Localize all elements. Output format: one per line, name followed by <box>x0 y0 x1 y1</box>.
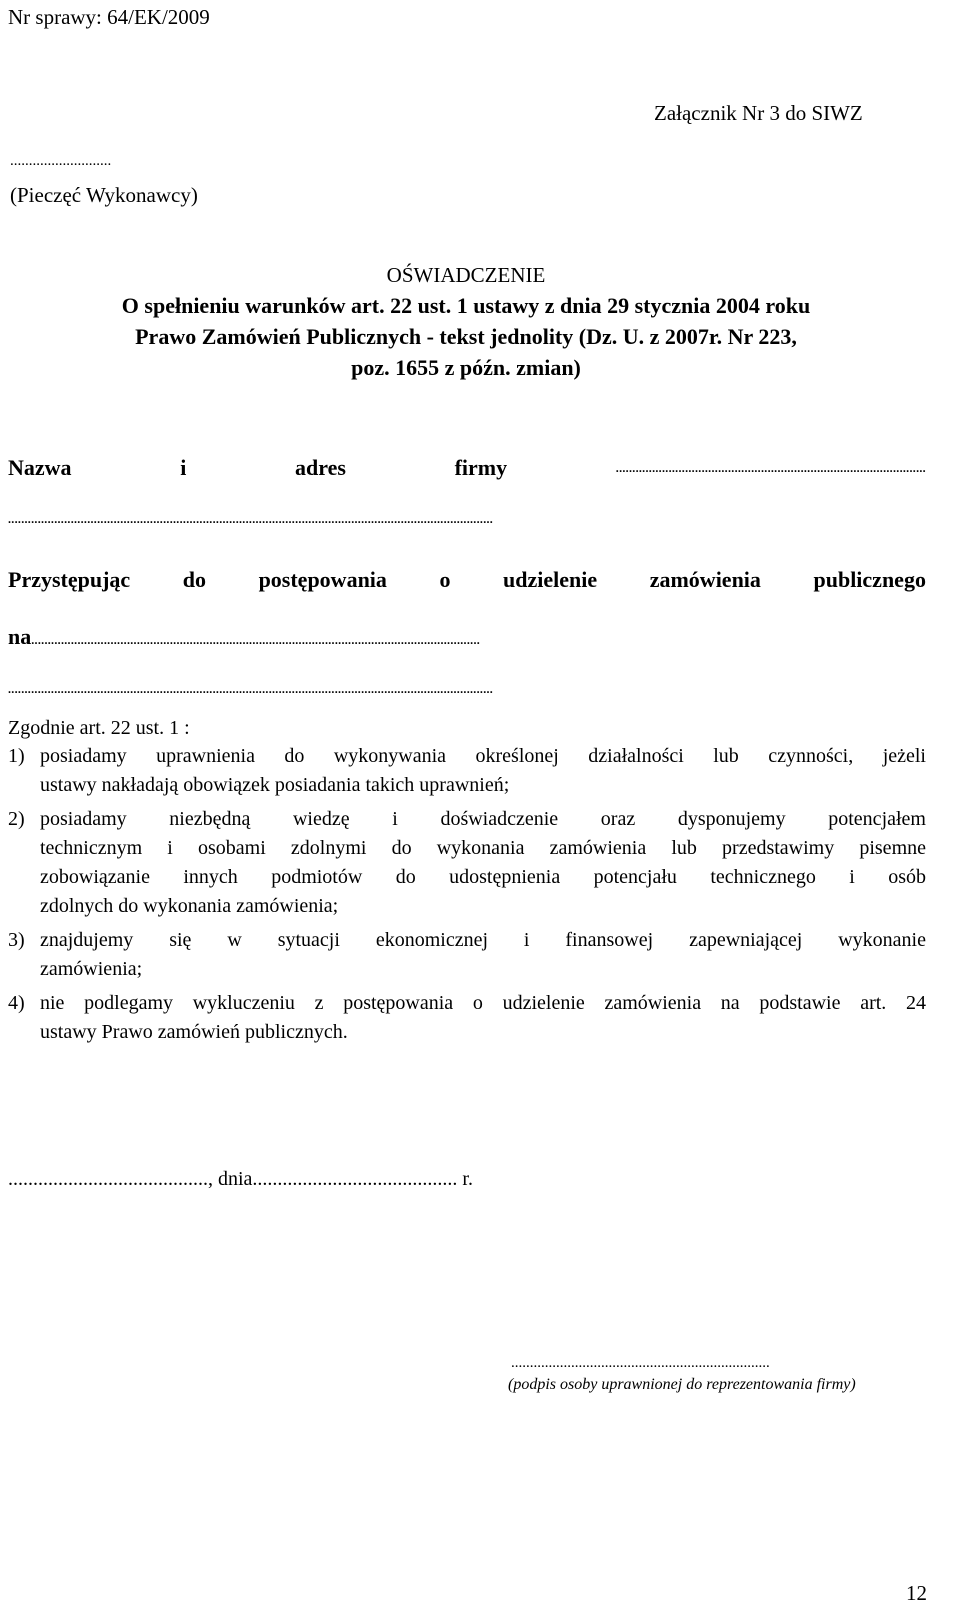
company-dots-line: ................................................................................................................................................... <box>8 512 494 526</box>
page-number: 12 <box>906 1581 927 1605</box>
statement-intro: Zgodnie art. 22 ust. 1 : <box>8 717 190 739</box>
title-line-1: O spełnieniu warunków art. 22 ust. 1 ustawy z dnia 29 stycznia 2004 roku <box>121 293 811 318</box>
statement-item-4 <box>8 989 926 1047</box>
statement-item-1 <box>8 742 926 800</box>
stamp-dots: ........................... <box>10 153 112 169</box>
procurement-na: na <box>8 624 32 649</box>
case-number: Nr sprawy: 64/EK/2009 <box>8 5 210 29</box>
company-word: i <box>180 455 187 480</box>
title-line-3: poz. 1655 z późn. zmian) <box>351 355 581 380</box>
procurement-na-line <box>8 624 480 653</box>
title-line-2: Prawo Zamówień Publicznych - tekst jednolity (Dz. U. z 2007r. Nr 223, <box>135 324 797 349</box>
signature-dots: ..................................................................... <box>511 1355 770 1371</box>
item-number: 2) <box>8 808 25 830</box>
company-word: adres <box>294 455 346 480</box>
item-line: posiadamy niezbędną wiedzę i doświadczenie oraz dysponujemy potencjałem <box>40 808 926 830</box>
item-line: ustawy nakładają obowiązek posiadania takich uprawnień; <box>40 774 510 796</box>
item-number: 4) <box>8 992 25 1014</box>
item-number: 1) <box>8 745 25 767</box>
procurement-word: o <box>439 567 451 592</box>
procurement-dots-line: ................................................................................................................................................... <box>8 682 494 696</box>
procurement-word: Przystępując <box>8 567 131 592</box>
statement-list <box>8 742 926 1052</box>
item-line: zamówienia; <box>40 958 143 980</box>
attachment-label: Załącznik Nr 3 do SIWZ <box>654 101 863 125</box>
statement-item-2 <box>8 805 926 921</box>
item-line: ustawy Prawo zamówień publicznych. <box>40 1021 348 1043</box>
procurement-line <box>8 567 926 593</box>
procurement-word: do <box>182 567 206 592</box>
company-name-line <box>8 455 926 481</box>
signature-label: (podpis osoby uprawnionej do reprezentowania firmy) <box>508 1376 856 1393</box>
procurement-word: publicznego <box>813 567 926 592</box>
item-line: zdolnych do wykonania zamówienia; <box>40 895 339 917</box>
place-date-line: ........................................, dnia......................................... r. <box>8 1168 473 1190</box>
item-line: nie podlegamy wykluczeniu z postępowania o udzielenie zamówienia na podstawie art. 24 <box>40 992 926 1014</box>
statement-heading: OŚWIADCZENIE <box>386 263 546 287</box>
company-word: firmy <box>454 455 508 480</box>
stamp-label: (Pieczęć Wykonawcy) <box>10 183 198 207</box>
item-line: znajdujemy się w sytuacji ekonomicznej i finansowej zapewniającej wykonanie <box>40 929 926 951</box>
item-line: technicznym i osobami zdolnymi do wykonania zamówienia lub przedstawimy pisemne <box>40 837 926 859</box>
procurement-word: postępowania <box>258 567 387 592</box>
procurement-word: udzielenie <box>503 567 598 592</box>
statement-item-3 <box>8 926 926 984</box>
procurement-word: zamówienia <box>649 567 761 592</box>
procurement-dots: ........................................................................................................................................ <box>31 633 481 647</box>
company-word: Nazwa <box>8 455 72 480</box>
item-line: zobowiązanie innych podmiotów do udostępnienia potencjału technicznego i osób <box>40 866 926 888</box>
item-number: 3) <box>8 929 25 951</box>
company-dots: .............................................................................................. <box>615 461 926 475</box>
item-line: posiadamy uprawnienia do wykonywania określonej działalności lub czynności, jeżeli <box>40 745 926 767</box>
